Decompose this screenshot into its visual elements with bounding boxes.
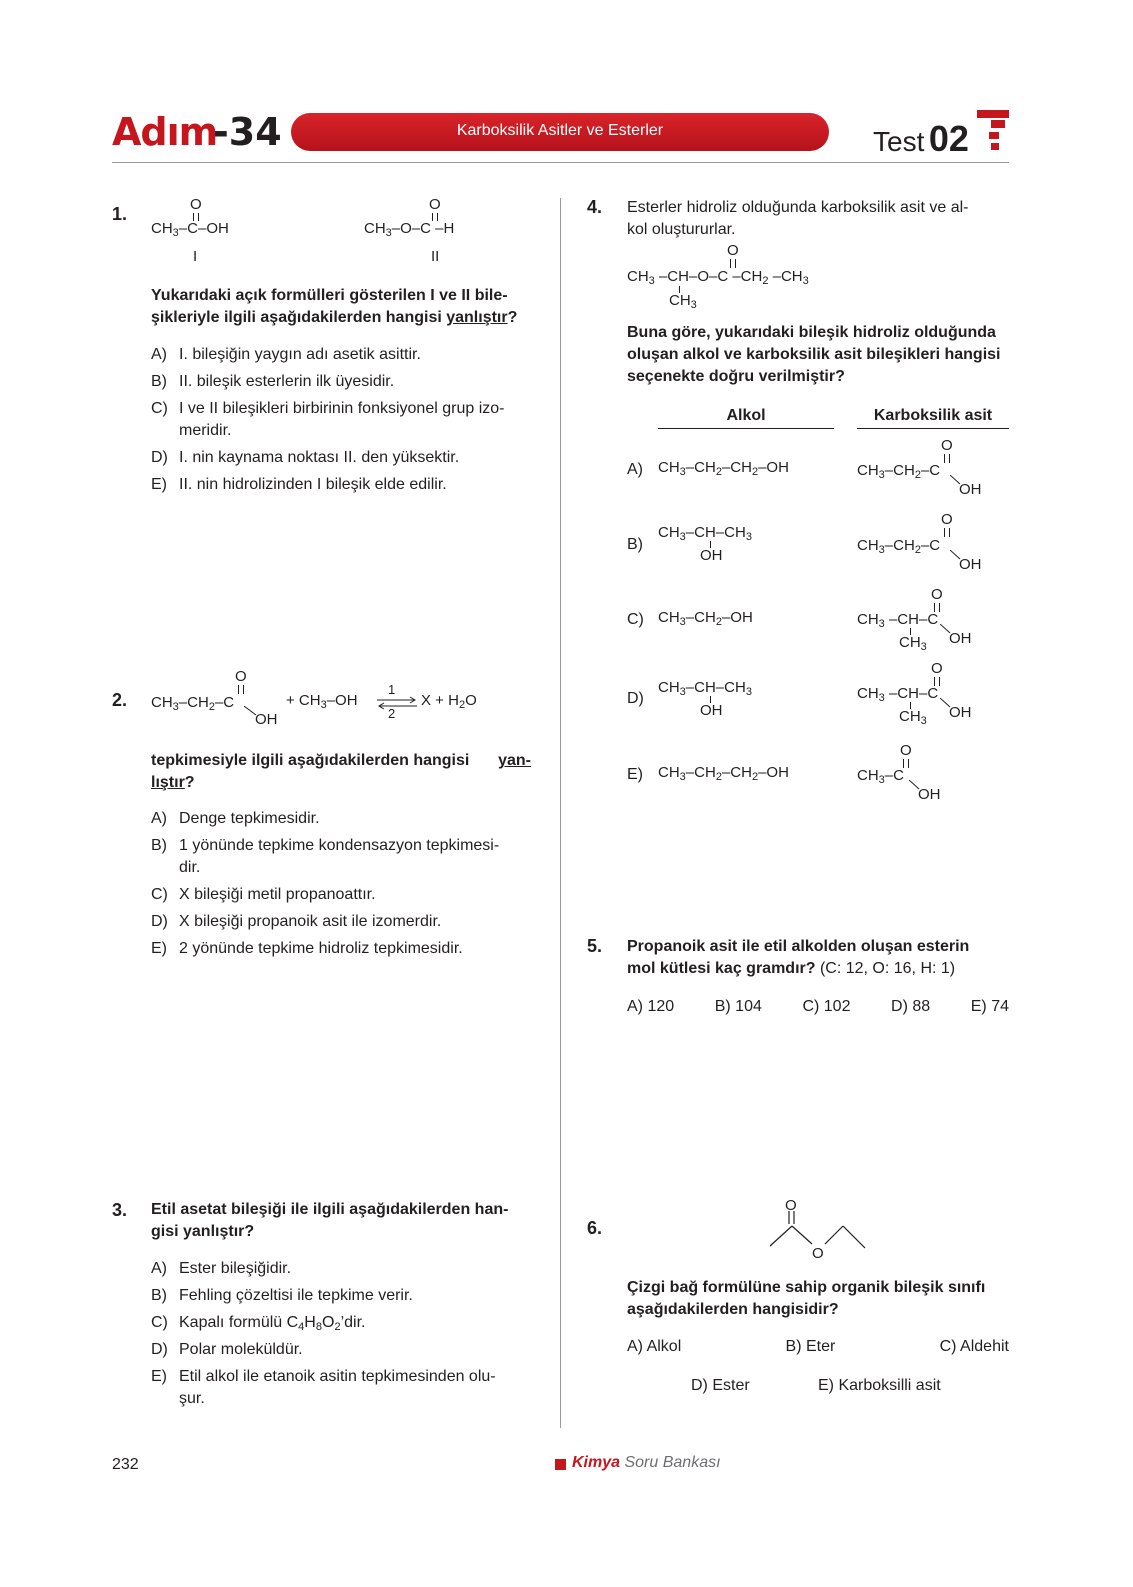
option-d[interactable]: D) 88 [891,998,931,1015]
hydroxyl: OH [959,556,982,573]
double-bond [944,454,950,463]
carbonyl-oxygen: O [931,586,943,603]
option-c-alcohol: $CH_3-CH_2-OH$ [658,609,753,628]
carbonyl-oxygen: O [429,196,441,213]
option-d[interactable]: D) Ester [691,1377,750,1394]
double-bond [432,213,438,221]
option-a[interactable]: A) Ester bileşiğidir. [151,1260,292,1277]
question-number: 1. [112,204,128,224]
option-c[interactable]: C) I ve II bileşikleri birbirinin fonksiyonel grup izo- meridir. [151,400,505,439]
formula-II: $CH_3-O-C$ –H [364,220,455,239]
option-e[interactable]: E) Etil alkol ile etanoik asitin tepkimesinden olu- şur. [151,1368,496,1407]
arrow-label-bottom: 2 [388,706,396,721]
option-e-letter[interactable]: E) [627,766,643,783]
options-row [627,1336,1009,1358]
option-b-letter[interactable]: B) [627,536,643,553]
option-a[interactable]: A) 120 [627,998,675,1015]
option-b-alcohol: $CH_3-CH-CH_3$ [658,524,752,543]
option-a-acid: $CH_3-CH_2-C$ [857,462,941,481]
column-header-alcohol: Alkol [658,407,834,429]
double-bond [238,685,244,694]
option-d-alcohol: $CH_3-CH-CH_3$ [658,679,752,698]
double-bond [730,259,736,268]
options-row [627,996,1009,1018]
logo-word: Adım [112,110,218,154]
double-bond [193,213,199,221]
question-stem: Buna göre, yukarıdaki bileşik hidroliz olduğunda oluşan alkol ve karboksilik asit bileşikleri hangisi seçenekte doğru verilmiştir? [627,324,1001,385]
option-c-letter[interactable]: C) [627,611,644,628]
question-stem: Etil asetat bileşiği ile ilgili aşağıdakilerden han- gisi yanlıştır? [151,1201,509,1240]
test-label [873,118,969,160]
column-divider [560,198,561,1428]
carbonyl-oxygen: O [727,242,739,259]
topic-banner: Karboksilik Asitler ve Esterler [291,113,829,151]
option-d-letter[interactable]: D) [627,690,644,707]
option-d[interactable]: D) I. nin kaynama noktası II. den yüksektir. [151,449,460,466]
option-a-alcohol: $CH_3-CH_2-CH_2-OH$ [658,459,789,478]
question-stem: Propanoik asit ile etil alkolden oluşan esterin mol kütlesi kaç gramdır? (C: 12, O: 16, H: 1) [627,938,970,977]
ester-formula: $CH_3$ –CH–O–C $-CH_2$ $-CH_3$ [627,268,809,287]
option-d-acid: $CH_3$ –CH–C [857,685,939,704]
methyl-branch: $CH_3$ [899,708,927,727]
hydroxyl: OH [949,630,972,647]
option-e-acid: $CH_3-C$ [857,767,904,786]
option-e[interactable]: E) 74 [970,998,1009,1015]
methanol-formula: + $CH_3-OH$ [286,692,358,711]
option-e[interactable]: E) Karboksilli asit [818,1377,941,1394]
brand-square-icon [555,1459,566,1470]
option-b[interactable]: B) 104 [714,998,762,1015]
double-bond [934,677,940,686]
hydroxyl: OH [959,481,982,498]
column-header-acid: Karboksilik asit [857,407,1009,429]
arrow-label-top: 1 [388,682,396,697]
option-a[interactable]: A) I. bileşiğin yaygın adı asetik asittir. [151,346,421,363]
ether-oxygen: O [812,1245,824,1262]
carbonyl-oxygen: O [931,660,943,677]
formula-label-II: II [431,248,440,265]
option-b[interactable]: B) 1 yönünde tepkime kondensazyon tepkimesi- dir. [151,837,500,876]
methyl-branch: $CH_3$ [669,292,697,311]
hydroxyl: OH [700,702,723,719]
book-title: Kimya Soru Bankası [572,1454,721,1471]
question-number: 2. [112,690,128,710]
options-list [151,808,536,960]
question-stem: Yukarıdaki açık formülleri gösterilen I ve II bile- şikleriyle ilgili aşağıdakilerden hangisi yanlıştır? [151,287,518,326]
methyl-branch: $CH_3$ [899,634,927,653]
question-number: 3. [112,1200,128,1220]
double-bond [903,759,909,768]
carbonyl-oxygen: O [941,511,953,528]
hydroxyl: OH [255,711,278,728]
formula-I: $CH_3-C-OH$ [151,220,229,239]
options-list [151,1258,536,1410]
hydroxyl: OH [700,547,723,564]
option-b[interactable]: B) II. bileşik esterlerin ilk üyesidir. [151,373,395,390]
question-intro: Esterler hidroliz olduğunda karboksilik asit ve al- kol oluştururlar. [627,199,969,238]
hydroxyl: OH [918,786,941,803]
propanoic-acid-formula: $CH_3-CH_2-C$ [151,694,235,713]
option-a-letter[interactable]: A) [627,461,643,478]
option-b[interactable]: B) Eter [785,1338,836,1355]
option-c[interactable]: C) Aldehit [939,1338,1009,1355]
carbonyl-oxygen: O [235,668,247,685]
question-number: 6. [587,1218,603,1238]
test-word: Test [873,126,925,157]
logo-number: -34 [213,110,282,154]
carbonyl-oxygen: O [785,1197,797,1214]
header-rule [112,162,1009,163]
carbonyl-oxygen: O [900,742,912,759]
option-d[interactable]: D) X bileşiği propanoik asit ile izomerdir. [151,913,442,930]
option-a[interactable]: A) Denge tepkimesidir. [151,810,320,827]
options-list [151,344,536,496]
brand-mark-icon [977,110,1009,154]
hydroxyl: OH [949,704,972,721]
products: $X + H_2O$ [421,692,477,711]
question-stem: Çizgi bağ formülüne sahip organik bileşik sınıfı aşağıdakilerden hangisidir? [627,1279,986,1318]
test-number: 02 [928,118,969,159]
carbonyl-oxygen: O [190,196,202,213]
option-b[interactable]: B) Fehling çözeltisi ile tepkime verir. [151,1287,413,1304]
option-c[interactable]: C) Kapalı formülü $C_4H_8O_2’dir$. [151,1314,366,1333]
option-b-acid: $CH_3-CH_2-C$ [857,537,941,556]
double-bond [944,528,950,537]
option-e[interactable]: E) 2 yönünde tepkime hidroliz tepkimesidir. [151,940,463,957]
option-c[interactable]: C) X bileşiği metil propanoattır. [151,886,376,903]
double-bond [934,603,940,612]
equilibrium-arrow-icon [375,696,419,710]
question-stem: tepkimesiyle ilgili aşağıdakilerden hangisi yan- lıştır? [151,752,531,791]
option-e-alcohol: $CH_3-CH_2-CH_2-OH$ [658,764,789,783]
option-c[interactable]: C) 102 [802,998,851,1015]
page-number: 232 [112,1456,139,1473]
question-number: 5. [587,936,603,956]
question-number: 4. [587,197,603,217]
formula-label-I: I [193,248,198,265]
option-a[interactable]: A) Alkol [627,1338,682,1355]
option-e[interactable]: E) II. nin hidrolizinden I bileşik elde edilir. [151,476,447,493]
option-d[interactable]: D) Polar moleküldür. [151,1341,303,1358]
option-c-acid: $CH_3$ –CH–C [857,611,939,630]
carbonyl-oxygen: O [941,437,953,454]
